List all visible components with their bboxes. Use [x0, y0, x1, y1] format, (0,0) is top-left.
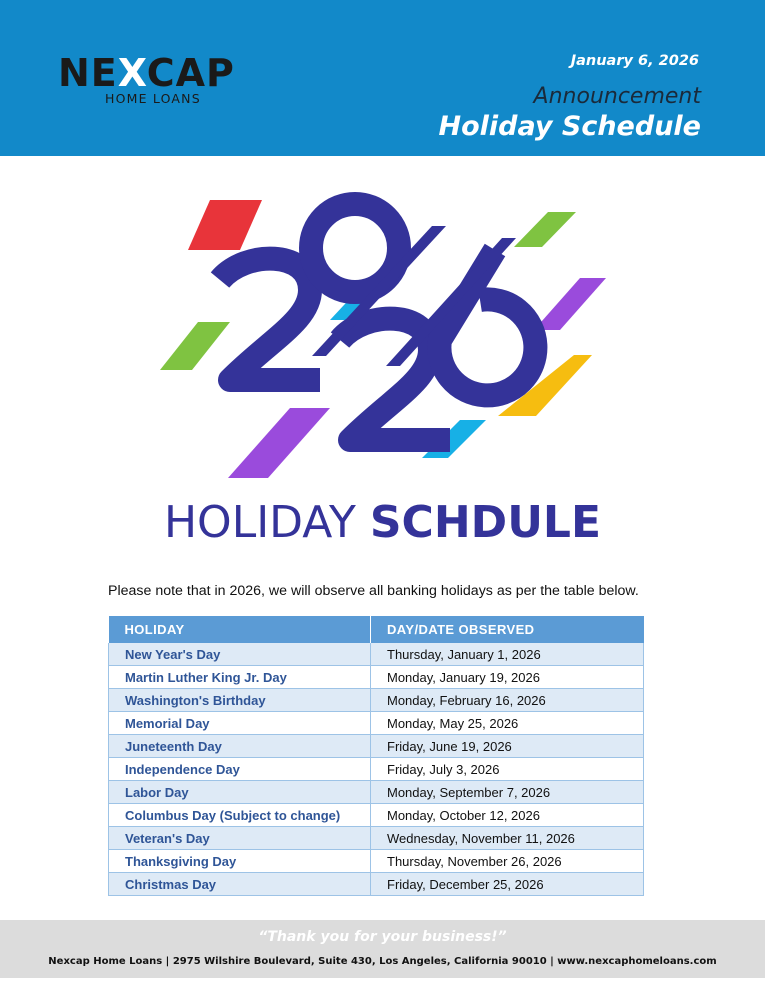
holiday-date: Monday, January 19, 2026 — [371, 666, 644, 689]
announcement-date: January 6, 2026 — [570, 53, 699, 69]
holiday-date: Friday, December 25, 2026 — [371, 873, 644, 896]
stripe-green-top — [514, 212, 576, 247]
holiday-date: Wednesday, November 11, 2026 — [371, 827, 644, 850]
holiday-name: Washington's Birthday — [109, 689, 371, 712]
page-heading — [0, 497, 765, 548]
table-row — [109, 758, 644, 781]
stripe-purple-right — [534, 278, 606, 330]
intro-text: Please note that in 2026, we will observe all banking holidays as per the table below. — [108, 583, 639, 599]
table-row — [109, 827, 644, 850]
header-banner — [0, 0, 765, 156]
holiday-date: Thursday, January 1, 2026 — [371, 643, 644, 666]
table-row — [109, 804, 644, 827]
table-row — [109, 735, 644, 758]
digit-6 — [439, 250, 535, 395]
holiday-name: Independence Day — [109, 758, 371, 781]
table-row — [109, 850, 644, 873]
holiday-table — [108, 616, 644, 896]
holiday-date: Thursday, November 26, 2026 — [371, 850, 644, 873]
table-row — [109, 689, 644, 712]
holiday-date: Monday, September 7, 2026 — [371, 781, 644, 804]
holiday-date: Monday, October 12, 2026 — [371, 804, 644, 827]
holiday-date: Friday, July 3, 2026 — [371, 758, 644, 781]
footer-bar — [0, 920, 765, 978]
stripe-purple-bottom — [228, 408, 330, 478]
holiday-name: Martin Luther King Jr. Day — [109, 666, 371, 689]
holiday-date: Monday, February 16, 2026 — [371, 689, 644, 712]
stripe-red — [188, 200, 262, 250]
thank-you-message: “Thank you for your business!” — [258, 929, 507, 945]
announcement-label: Announcement — [533, 84, 701, 109]
holiday-name: Christmas Day — [109, 873, 371, 896]
table-row — [109, 712, 644, 735]
column-header-holiday: HOLIDAY — [109, 616, 371, 643]
holiday-date: Monday, May 25, 2026 — [371, 712, 644, 735]
column-header-date: DAY/DATE OBSERVED — [371, 616, 644, 643]
table-row — [109, 666, 644, 689]
table-row — [109, 873, 644, 896]
logo-x-mark: X — [117, 51, 147, 95]
table-row — [109, 643, 644, 666]
stripe-green-left — [160, 322, 230, 370]
company-address: Nexcap Home Loans | 2975 Wilshire Boulevard, Suite 430, Los Angeles, California 90010 | www.nexcaphomeloans.com — [48, 956, 717, 967]
year-2026-graphic — [150, 180, 620, 490]
table-header-row — [109, 616, 644, 643]
holiday-name: New Year's Day — [109, 643, 371, 666]
table-row — [109, 781, 644, 804]
holiday-name: Labor Day — [109, 781, 371, 804]
logo-wordmark: NEXCAP — [58, 51, 235, 95]
holiday-name: Memorial Day — [109, 712, 371, 735]
heading-regular: HOLIDAY — [163, 497, 356, 548]
nexcap-logo — [58, 52, 273, 108]
logo-subtitle: HOME LOANS — [105, 91, 201, 106]
holiday-name: Juneteenth Day — [109, 735, 371, 758]
holiday-name: Thanksgiving Day — [109, 850, 371, 873]
heading-bold: SCHDULE — [369, 497, 602, 548]
header-title: Holiday Schedule — [438, 111, 701, 142]
holiday-name: Veteran's Day — [109, 827, 371, 850]
holiday-date: Friday, June 19, 2026 — [371, 735, 644, 758]
holiday-name: Columbus Day (Subject to change) — [109, 804, 371, 827]
digit-2-first — [220, 259, 320, 380]
